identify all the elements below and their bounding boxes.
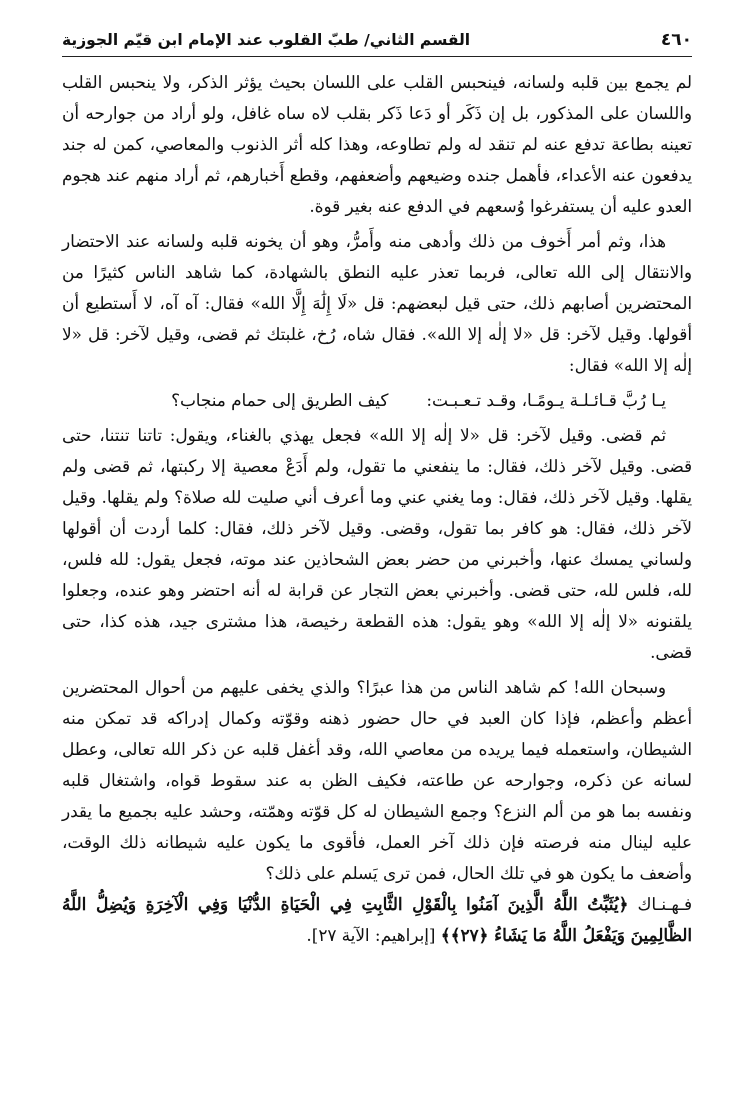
page-header [62,30,692,57]
running-title: القسم الثاني/ طبّ القلوب عند الإمام ابن قيّم الجوزية [62,31,471,49]
book-page [62,30,692,951]
closing-paragraph [62,889,692,951]
paragraph: وسبحان الله! كم شاهد الناس من هذا عبرًا؟ والذي يخفى عليهم من أحوال المحتضرين أعظم وأعظم، فإذا كان العبد في حال حضور ذهنه وقوّته وكمال إدراكه قد تمكن منه الشيطان، واستعمله فيما يريده من معاصي الله، وقد أغفل قلبه عن ذكر الله تعالى، وعطل لسانه عن ذكره، وجوارحه عن طاعته، فكيف الظن به عند سقوط قواه، واشتغال قلبه ونفسه بما هو من ألم النزع؟ وجمع الشيطان له كل قوّته وهمّته، وحشد عليه بجميع ما يقدر عليه لينال منه فرصته فإن ذلك آخر العمل، فأقوى ما يكون عليه شيطانه ذلك الوقت، وأضعف ما يكون هو في تلك الحال، فمن ترى يَسلم على ذلك؟ [62,677,692,883]
verse-second-hemistich: كيف الطريق إلى حمام منجاب؟ [171,390,389,410]
quran-verse: ﴿يُثَبِّتُ اللَّهُ الَّذِينَ آمَنُوا بِالْقَوْلِ الثَّابِتِ فِي الْحَيَاةِ الدُّنْيَا وَفِي الْآخِرَةِ وَيُضِلُّ اللَّهُ الظَّالِمِينَ وَيَفْعَلُ اللَّهُ مَا يَشَاءُ ﴿٢٧﴾﴾ [62,894,692,945]
paragraph: ثم قضى. وقيل لآخر: قل «لا إلٰه إلا الله» فجعل يهذي بالغناء، ويقول: تاتنا تنتنا، حتى قضى. وقيل لآخر ذلك، فقال: ما ينفعني ما تقول، ولم أَدَعْ معصية إلا ركبتها، ثم قضى ولم يقلها. وقيل لآخر ذلك، فقال: وما يغني عني وما أعرف أني صليت لله صلاة؟ ولم يقلها. وقيل لآخر ذلك، فقال: هو كافر بما تقول، وقضى. وقيل لآخر ذلك، فقال: كلما أردت أن أقولها ولساني يمسك عنها، وأخبرني من حضر بعض الشحاذين عند موته، فجعل يقول: لله فلس، لله، فلس لله، حتى قضى. وأخبرني بعض التجار عن قرابة له أنه احتضر وهو عنده، وجعلوا يلقنونه «لا إلٰه إلا الله» وهو يقول: هذه القطعة رخيصة، هذا مشترى جيد، هذه كذا، حتى قضى. [62,425,692,662]
closing-lead: فـهـنـاك [637,894,692,914]
poetry-verse [62,385,692,416]
paragraph: هذا، وثم أمر أَخوف من ذلك وأدهى منه وأَمرُّ، وهو أن يخونه قلبه ولسانه عند الاحتضار والانتقال إلى الله تعالى، فربما تعذر عليه النطق بالشهادة، كما شاهد الناس كثيرًا من المحتضرين أصابهم ذلك، حتى قيل لبعضهم: قل «لَا إِلَٰهَ إِلَّا الله» فقال: آه آه، لا أَستطيع أن أقولها. وقيل لآخر: قل «لا إلٰه إلا الله». فقال شاه، رُخ، غلبتك ثم قضى، وقيل لآخر: قل «لا إلٰه إلا الله» فقال: [62,231,692,375]
verse-citation: [إبراهيم: الآية ٢٧]. [306,925,436,945]
page-number: ٤٦٠ [660,30,692,50]
paragraph: لم يجمع بين قلبه ولسانه، فينحبس القلب على اللسان بحيث يؤثر الذكر، ولا ينحبس القلب واللسان على المذكور، بل إن ذَكَر أو دَعا ذَكر بقلب لاه ساه غافل، ولو أراد من جوارحه أن تعينه بطاعة تدفع عنه لم تنقد له ولم تطاوعه، وهذا كله أثر الذنوب والمعاصي، كمن له جند يدفعون عنه الأعداء، فأهمل جنده وضيعهم وأضعفهم، وقطع أَخبارهم، ثم أراد منهم عند هجوم العدو عليه أن يستفرغوا وُسعهم في الدفع عنه بغير قوة. [62,72,692,216]
verse-first-hemistich: يـا رُبَّ قـائـلـة يـومًـا، وقـد تـعـبـت: [426,390,666,410]
